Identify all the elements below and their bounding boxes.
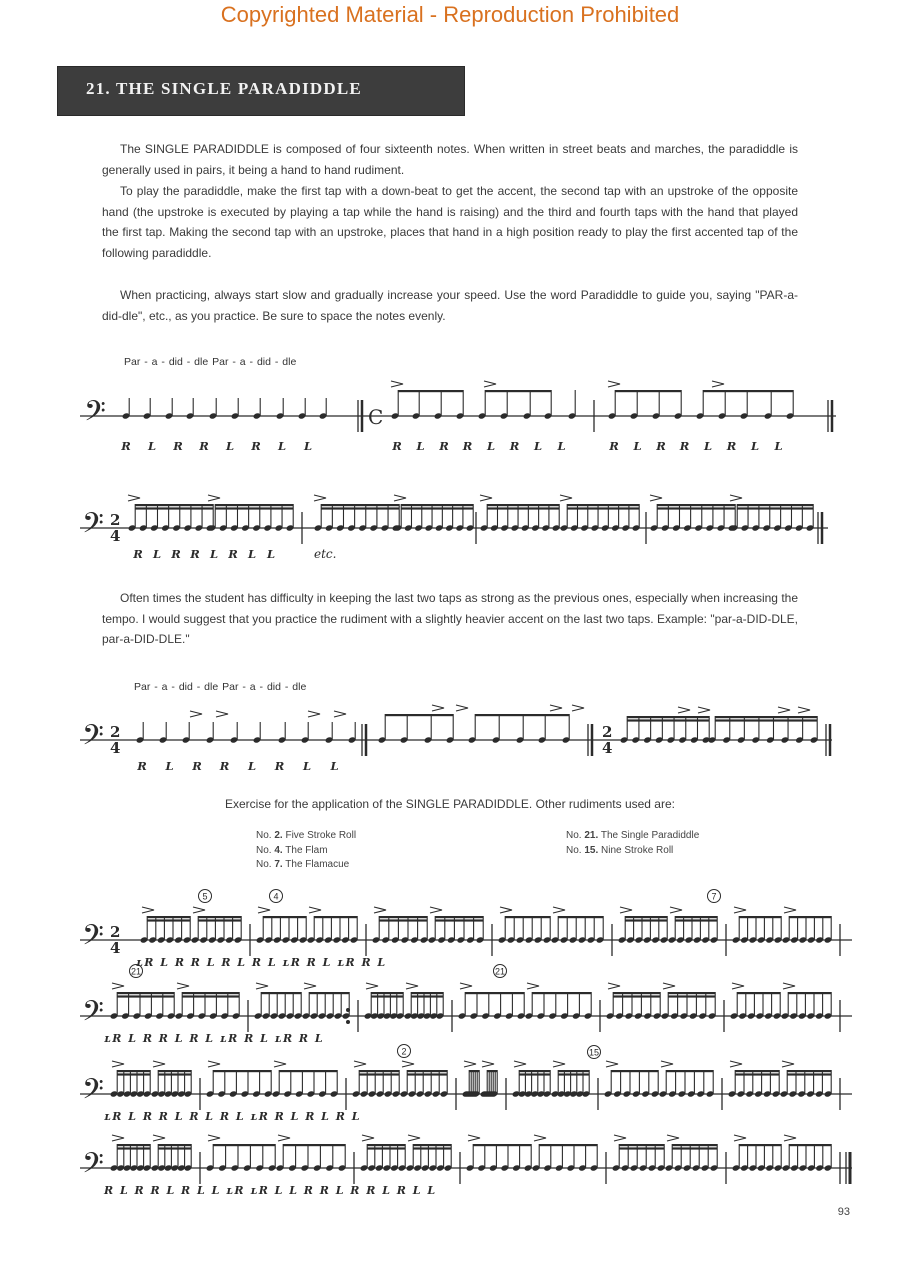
beam: [737, 507, 813, 509]
beam: [411, 995, 443, 997]
sticking-letter: R: [392, 439, 402, 453]
beam: [401, 507, 473, 509]
time-sig-top: 2: [110, 723, 121, 741]
sticking-letter: L: [266, 547, 276, 561]
accent-mark: [468, 1135, 480, 1141]
beam: [198, 919, 241, 921]
beam: [367, 1147, 405, 1149]
beam: [182, 992, 239, 994]
accent-mark: [460, 983, 472, 989]
accent-mark: [274, 1061, 286, 1067]
accent-mark: [278, 1135, 290, 1141]
beam: [379, 919, 427, 921]
accent-mark: [527, 983, 539, 989]
accent-mark: [698, 707, 710, 713]
beam: [379, 916, 427, 918]
etc-label: etc.: [314, 547, 337, 561]
accent-mark: [112, 1135, 124, 1141]
time-sig-bottom: 4: [110, 739, 121, 757]
beam: [627, 719, 709, 721]
syllables-staff1: Par - a - did - dle Par - a - did - dle: [124, 356, 297, 368]
beam: [487, 1070, 497, 1072]
accent-mark: [798, 707, 810, 713]
sticking-letter: R: [609, 439, 619, 453]
exercise-caption: Exercise for the application of the SINGLE PARADIDDLE. Other rudiments used are:: [225, 797, 675, 811]
accent-mark: [514, 1061, 526, 1067]
accent-mark: [734, 1135, 746, 1141]
sticking-letter: L: [303, 439, 313, 453]
sticking-letter: L: [225, 439, 235, 453]
beam: [532, 992, 591, 994]
sticking-letter: L: [533, 439, 543, 453]
sticking-letter: L: [165, 759, 174, 773]
beam: [314, 916, 357, 918]
beam: [627, 716, 709, 718]
beam: [672, 1147, 717, 1149]
beam: [613, 995, 660, 997]
sticking-letter: R: [133, 547, 143, 561]
beam: [789, 1144, 831, 1146]
beam: [213, 1070, 271, 1072]
beam: [117, 992, 174, 994]
beam: [505, 916, 550, 918]
accent-mark: [553, 1061, 565, 1067]
beam: [473, 1144, 531, 1146]
accent-mark: [608, 381, 620, 387]
common-time: C: [368, 405, 384, 429]
accent-mark: [550, 705, 562, 711]
beam: [715, 716, 817, 718]
accent-mark: [193, 907, 205, 913]
sticking-letter: L: [703, 439, 713, 453]
sticking-row: ʟR L R R L R L ʟR R L ʟR R L: [104, 1032, 325, 1045]
accent-mark: [480, 495, 492, 501]
sticking-letter: R: [462, 439, 473, 453]
beam: [619, 1144, 664, 1146]
beam: [371, 992, 403, 994]
sticking-letter: R: [219, 759, 230, 773]
beam: [158, 1073, 191, 1075]
beam: [558, 916, 603, 918]
sticking-letter: R: [251, 439, 261, 453]
accent-mark: [667, 1135, 679, 1141]
sticking-letter: L: [209, 547, 219, 561]
beam: [625, 916, 667, 918]
accent-mark: [374, 907, 386, 913]
sticking-letter: R: [137, 759, 147, 773]
sticking-letter: R: [228, 547, 238, 561]
beam: [371, 995, 403, 997]
beam: [739, 916, 781, 918]
rudiment-item: No. 2. Five Stroke Roll: [256, 830, 357, 841]
beam: [657, 507, 735, 509]
rudiment-item: No. 7. The Flamacue: [256, 859, 350, 870]
beam: [739, 1144, 781, 1146]
accent-mark: [663, 983, 675, 989]
beam: [487, 504, 559, 506]
beam: [215, 507, 293, 509]
accent-mark: [608, 983, 620, 989]
accent-mark: [534, 1135, 546, 1141]
circled-rudiment-label: 7: [711, 891, 717, 902]
accent-mark: [354, 1061, 366, 1067]
accent-mark: [408, 1135, 420, 1141]
accent-mark: [366, 983, 378, 989]
beam: [198, 916, 241, 918]
beam: [261, 992, 301, 994]
beam: [407, 1070, 447, 1072]
bass-clef: 𝄢: [82, 1073, 104, 1113]
accent-mark: [500, 907, 512, 913]
accent-mark: [456, 705, 468, 711]
sticking-letter: L: [277, 439, 287, 453]
circled-rudiment-label: 2: [401, 1046, 407, 1057]
beam: [117, 1070, 150, 1072]
beam: [735, 1070, 779, 1072]
time-sig-bottom: 4: [110, 527, 121, 545]
beam: [668, 992, 715, 994]
accent-mark: [112, 983, 124, 989]
accent-mark: [402, 1061, 414, 1067]
accent-mark: [177, 983, 189, 989]
accent-mark: [208, 1061, 220, 1067]
beam: [611, 1070, 658, 1072]
accent-mark: [678, 707, 690, 713]
sticking-letter: L: [147, 439, 157, 453]
sticking-letter: L: [247, 547, 257, 561]
beam: [487, 507, 559, 509]
accent-mark: [208, 495, 220, 501]
time-sig-bottom: 4: [110, 939, 121, 957]
beam: [625, 919, 667, 921]
beam: [469, 1070, 479, 1072]
paragraph-composition: The SINGLE PARADIDDLE is composed of four sixteenth notes. When written in street beats and marches, the paradiddle is generally used in pairs, it being a hand to hand rudiment.: [102, 142, 798, 177]
bass-clef: 𝄢: [82, 919, 104, 959]
beam: [675, 916, 717, 918]
beam: [567, 504, 639, 506]
notation-layer: [80, 381, 852, 1197]
beam: [182, 995, 239, 997]
beam: [407, 1073, 447, 1075]
beam: [787, 1073, 831, 1075]
rudiment-item: No. 21. The Single Paradiddle: [566, 830, 700, 841]
sticking-letter: L: [152, 547, 162, 561]
beam: [435, 919, 483, 921]
accent-mark: [661, 1061, 673, 1067]
accent-mark: [112, 1061, 124, 1067]
time-sig-top: 2: [110, 923, 121, 941]
bass-clef: 𝄢: [82, 719, 104, 759]
accent-mark: [482, 1061, 494, 1067]
sticking-letter: L: [633, 439, 642, 453]
accent-mark: [334, 711, 346, 717]
circled-rudiment-label: 21: [494, 966, 506, 977]
sticking-letter: R: [173, 439, 183, 453]
beam: [117, 1144, 150, 1146]
beam: [735, 1073, 779, 1075]
beam: [715, 719, 817, 721]
beam: [321, 504, 399, 506]
beam: [703, 390, 793, 392]
beam: [411, 992, 443, 994]
syllables-staff3: Par - a - did - dle Par - a - did - dle: [134, 681, 307, 693]
accent-mark: [314, 495, 326, 501]
accent-mark: [670, 907, 682, 913]
beam: [519, 1070, 550, 1072]
beam: [666, 1070, 713, 1072]
beam: [398, 390, 463, 392]
section-title: 21. THE SINGLE PARADIDDLE: [86, 79, 362, 98]
copyright-watermark: Copyrighted Material - Reproduction Prohibited: [220, 2, 680, 27]
time-sig-bottom: 4: [602, 739, 613, 757]
accent-mark: [484, 381, 496, 387]
accent-mark: [732, 983, 744, 989]
sticking-letter: L: [302, 759, 312, 773]
sticking-letter: R: [439, 439, 449, 453]
beam: [135, 504, 213, 506]
beam: [359, 1073, 399, 1075]
beam: [675, 919, 717, 921]
accent-mark: [784, 907, 796, 913]
sticking-letter: R: [679, 439, 690, 453]
sticking-letter: R: [199, 439, 209, 453]
sticking-letter: R: [274, 759, 285, 773]
beam: [147, 916, 190, 918]
beam: [788, 992, 831, 994]
circled-rudiment-label: 5: [202, 891, 208, 902]
paragraph-accent-advice: Often times the student has difficulty in keeping the last two taps as strong as the previous ones, especially when increasing the tempo. I would suggest that you practice the rudiment with a slightly heavier accent on the last two taps. Example: "par-a-DID-DLE, par-a-DID-DLE.": [102, 591, 798, 646]
paragraph-practice: When practicing, always start slow and gradually increase your speed. Use the word Paradiddle to guide you, saying "PAR-a-did-dle", etc., as you practice. Be sure to space the notes evenly.: [102, 288, 798, 323]
sticking-letter: L: [557, 439, 566, 453]
sticking-letter: R: [171, 547, 181, 561]
bass-clef: 𝄢: [82, 507, 104, 547]
accent-mark: [142, 907, 154, 913]
rudiment-item: No. 15. Nine Stroke Roll: [566, 844, 674, 856]
beam: [367, 1144, 405, 1146]
beam: [158, 1144, 191, 1146]
accent-mark: [782, 1061, 794, 1067]
beam: [558, 1073, 589, 1075]
time-sig-top: 2: [602, 723, 613, 741]
beam: [413, 1144, 451, 1146]
beam: [435, 916, 483, 918]
beam: [135, 507, 213, 509]
sticking-letter: R: [121, 439, 131, 453]
sticking-letter: R: [656, 439, 666, 453]
beam: [619, 1147, 664, 1149]
beam: [519, 1073, 550, 1075]
sticking-letter: L: [416, 439, 425, 453]
beam: [657, 504, 735, 506]
accent-mark: [614, 1135, 626, 1141]
accent-mark: [734, 907, 746, 913]
beam: [567, 507, 639, 509]
accent-mark: [572, 705, 584, 711]
beam: [215, 504, 293, 506]
bass-clef: 𝄢: [82, 995, 104, 1035]
accent-mark: [730, 495, 742, 501]
beam: [558, 1070, 589, 1072]
accent-mark: [128, 495, 140, 501]
beam: [385, 714, 453, 716]
beam: [615, 390, 681, 392]
accent-mark: [362, 1135, 374, 1141]
bass-clef: 𝄢: [82, 1147, 104, 1187]
accent-mark: [650, 495, 662, 501]
accent-mark: [432, 705, 444, 711]
sticking-letter: R: [190, 547, 200, 561]
accent-mark: [258, 907, 270, 913]
sticking-row: R L R R L R L L ʟR ʟR L L R R L R R L R L L: [104, 1184, 437, 1197]
sticking-letter: L: [247, 759, 257, 773]
beam: [158, 1147, 191, 1149]
circled-rudiment-label: 15: [588, 1047, 600, 1058]
sticking-letter: L: [750, 439, 760, 453]
accent-mark: [464, 1061, 476, 1067]
beam: [359, 1070, 399, 1072]
accent-mark: [620, 907, 632, 913]
beam: [283, 1144, 345, 1146]
beam: [413, 1147, 451, 1149]
beam: [309, 992, 349, 994]
accent-mark: [406, 983, 418, 989]
accent-mark: [304, 983, 316, 989]
beam: [613, 992, 660, 994]
accent-mark: [394, 495, 406, 501]
beam: [117, 995, 174, 997]
beam: [737, 504, 813, 506]
beam: [321, 507, 399, 509]
accent-mark: [553, 907, 565, 913]
circled-rudiment-label: 4: [273, 891, 279, 902]
beam: [263, 916, 306, 918]
accent-mark: [712, 381, 724, 387]
sticking-letter: R: [192, 759, 202, 773]
accent-mark: [783, 983, 795, 989]
accent-mark: [308, 711, 320, 717]
beam: [117, 1147, 150, 1149]
accent-mark: [153, 1135, 165, 1141]
beam: [485, 390, 551, 392]
rudiment-item: No. 4. The Flam: [256, 844, 328, 856]
sticking-row: ʟR L R R L R L R L ʟR R L R L R L: [104, 1110, 361, 1123]
repeat-dot: [346, 1008, 350, 1012]
beam: [158, 1070, 191, 1072]
sticking-letter: R: [509, 439, 520, 453]
repeat-dot: [346, 1020, 350, 1024]
beam: [213, 1144, 275, 1146]
accent-mark: [730, 1061, 742, 1067]
beam: [117, 1073, 150, 1075]
beam: [475, 714, 569, 716]
bass-clef: 𝄢: [84, 395, 106, 435]
sticking-row: ʟR L R R L R L R L ʟR R L ʟR R L: [136, 956, 387, 969]
sticking-letter: L: [486, 439, 496, 453]
page-number: 93: [837, 1206, 850, 1218]
sticking-letter: R: [726, 439, 737, 453]
accent-mark: [208, 1135, 220, 1141]
beam: [465, 992, 524, 994]
beam: [737, 992, 780, 994]
time-sig-top: 2: [110, 511, 121, 529]
accent-mark: [560, 495, 572, 501]
accent-mark: [216, 711, 228, 717]
beam: [401, 504, 473, 506]
accent-mark: [309, 907, 321, 913]
accent-mark: [784, 1135, 796, 1141]
accent-mark: [778, 707, 790, 713]
paragraph-technique: To play the paradiddle, make the first tap with a down-beat to get the accent, the second tap with an upstroke of the opposite hand (the upstroke is executed by playing a tap while the hand is raising) and the third and fourth taps with the hand that played the first tap. Making the second tap with an upstroke, places that hand in a high position ready to play the first accented tap of the following paradiddle.: [102, 184, 798, 260]
beam: [789, 916, 831, 918]
beam: [672, 1144, 717, 1146]
accent-mark: [430, 907, 442, 913]
beam: [539, 1144, 597, 1146]
accent-mark: [256, 983, 268, 989]
beam: [147, 919, 190, 921]
sticking-letter: L: [330, 759, 339, 773]
accent-mark: [606, 1061, 618, 1067]
beam: [279, 1070, 337, 1072]
beam: [668, 995, 715, 997]
accent-mark: [190, 711, 202, 717]
accent-mark: [391, 381, 403, 387]
circled-rudiment-label: 21: [130, 966, 142, 977]
sticking-letter: L: [774, 439, 783, 453]
accent-mark: [153, 1061, 165, 1067]
beam: [787, 1070, 831, 1072]
